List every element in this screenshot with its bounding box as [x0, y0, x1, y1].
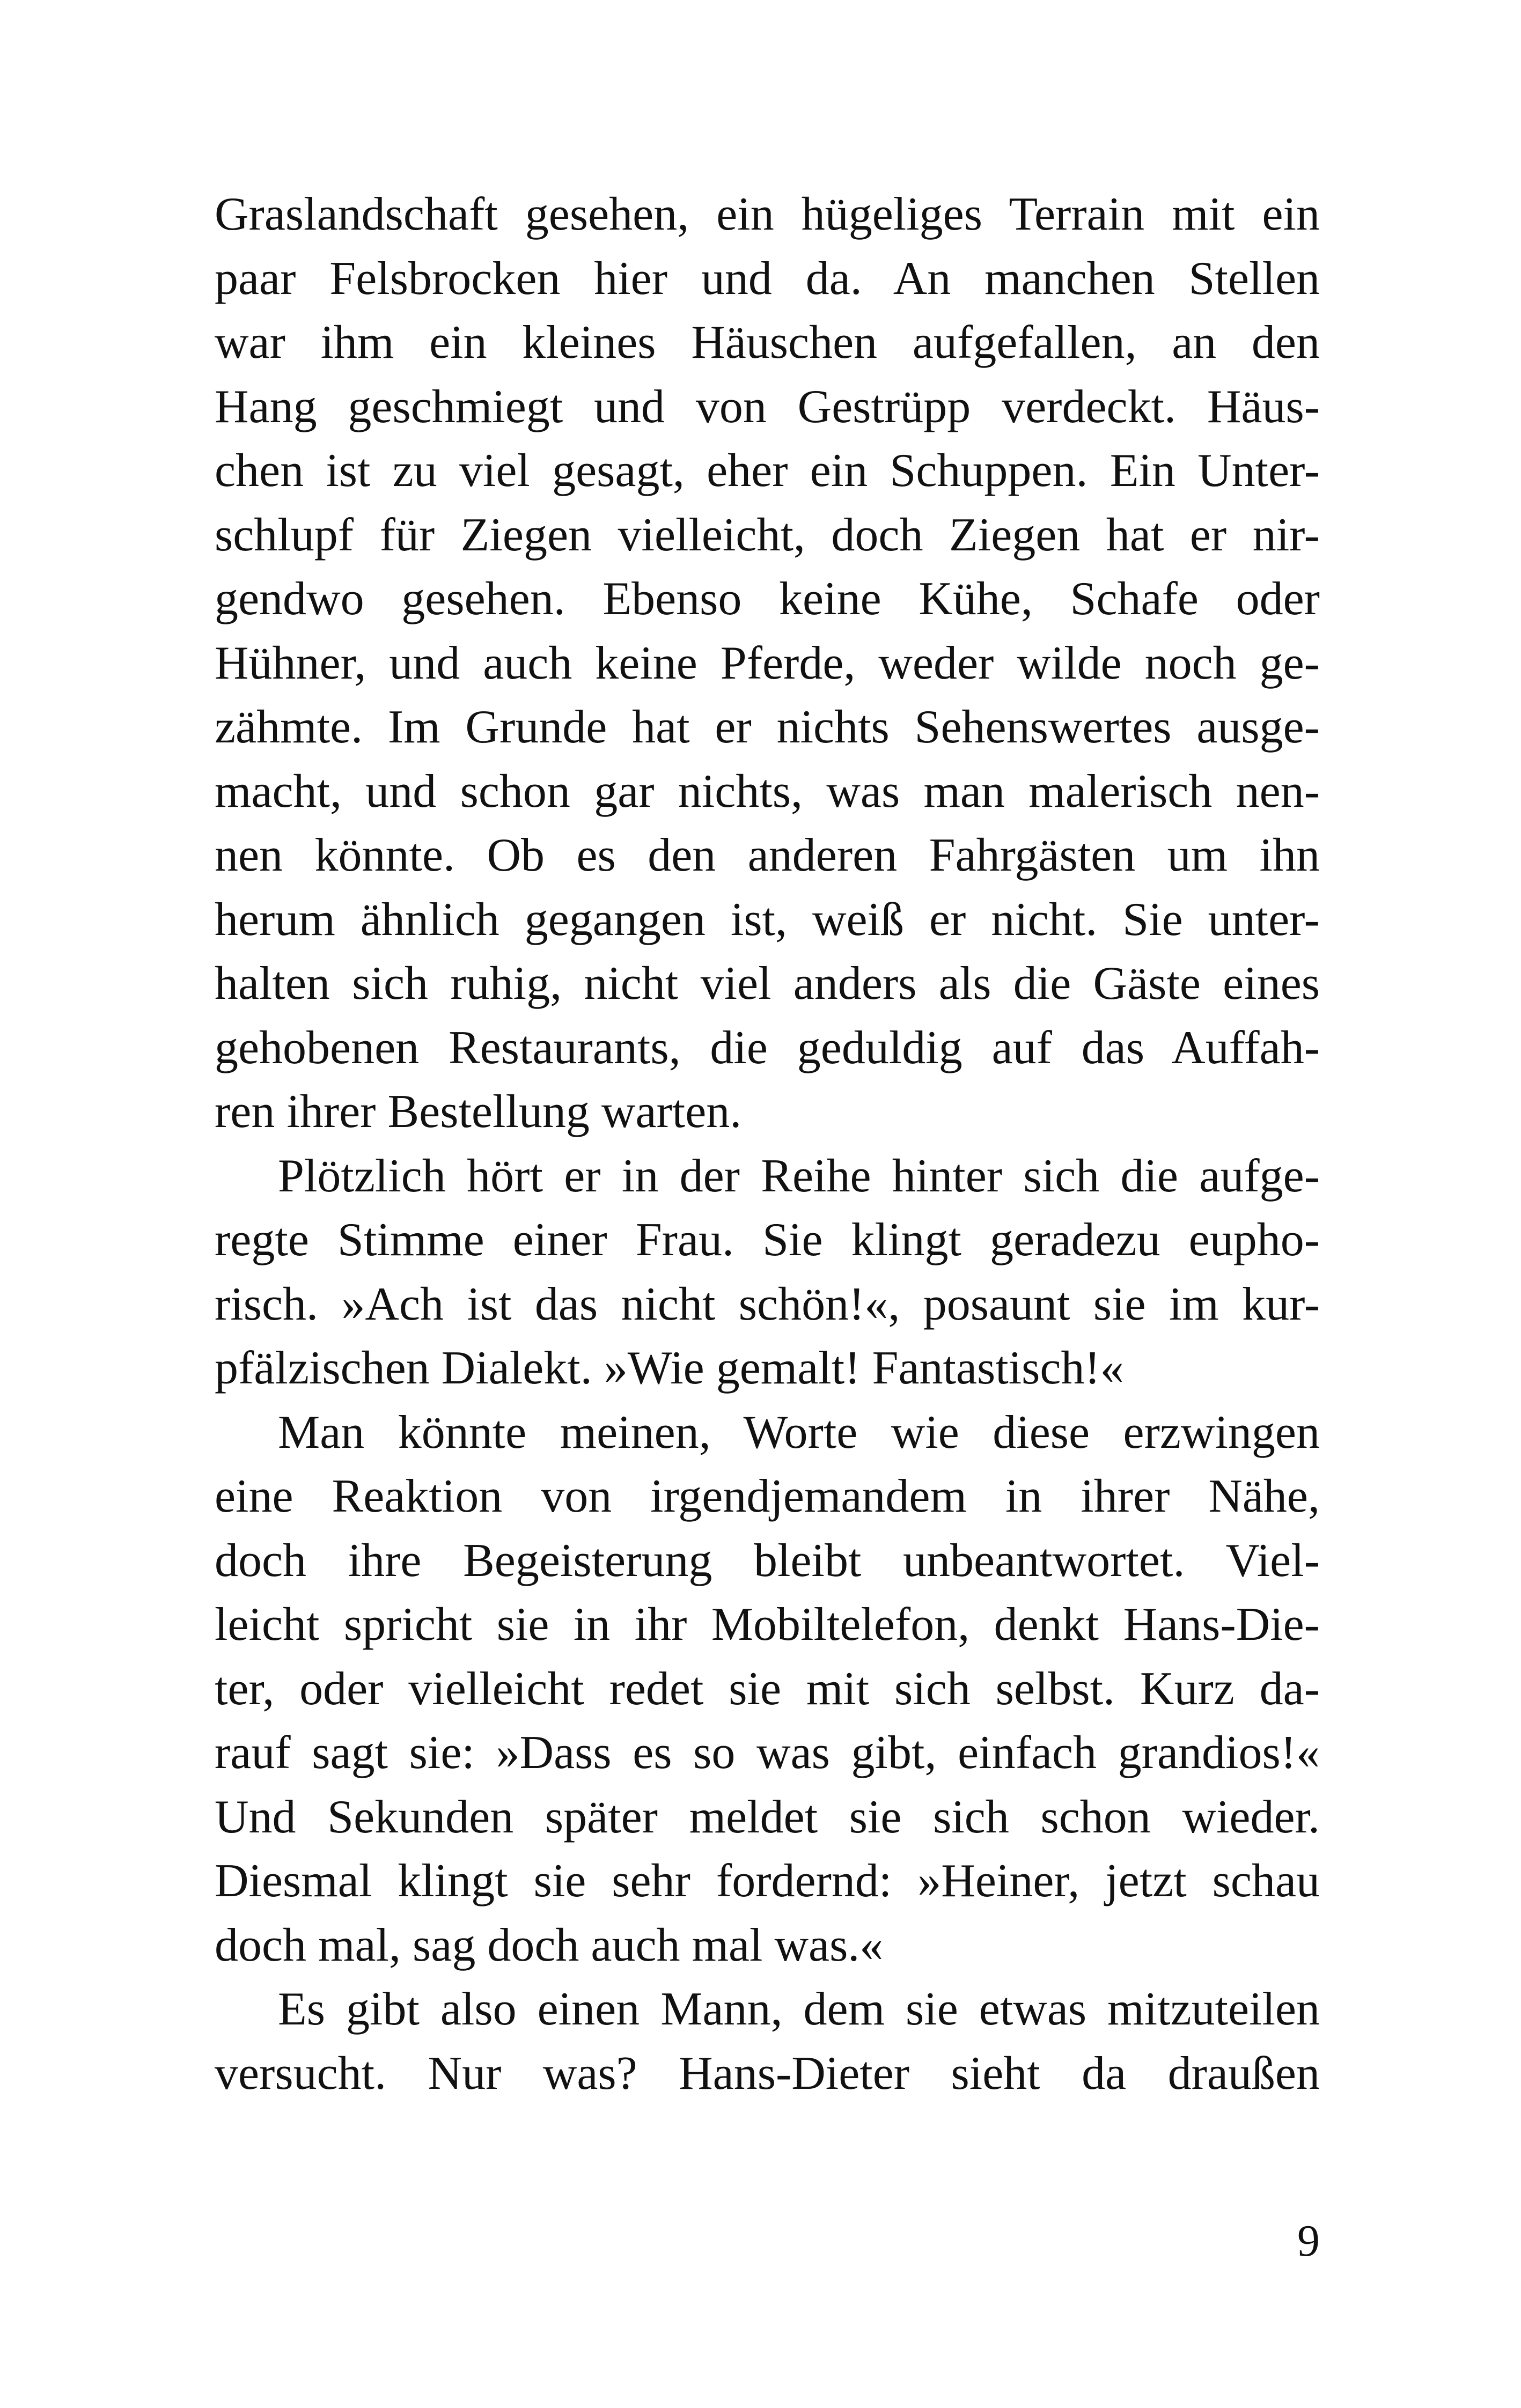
text-line: doch ihre Begeisterung bleibt unbeantwortet. Viel- — [215, 1534, 1320, 1587]
text-line: gendwo gesehen. Ebenso keine Kühe, Schafe oder — [215, 573, 1320, 625]
text-line: war ihm ein kleines Häuschen aufgefallen, an den — [215, 316, 1320, 369]
body-text — [215, 182, 1320, 2105]
text-line: Und Sekunden später meldet sie sich schon wieder. — [215, 1791, 1320, 1843]
text-line: ter, oder vielleicht redet sie mit sich selbst. Kurz da- — [215, 1662, 1320, 1715]
text-line: eine Reaktion von irgendjemandem in ihrer Nähe, — [215, 1470, 1320, 1522]
text-line: ren ihrer Bestellung warten. — [215, 1086, 742, 1138]
text-line: doch mal, sag doch auch mal was.« — [215, 1919, 884, 1971]
text-line: pfälzischen Dialekt. »Wie gemalt! Fantastisch!« — [215, 1342, 1124, 1394]
text-line: versucht. Nur was? Hans-Dieter sieht da draußen — [215, 2047, 1320, 2100]
text-line: rauf sagt sie: »Dass es so was gibt, einfach grandios!« — [215, 1727, 1320, 1779]
text-line: macht, und schon gar nichts, was man malerisch nen- — [215, 765, 1320, 818]
text-line: Hang geschmiegt und von Gestrüpp verdeckt. Häus- — [215, 380, 1320, 433]
text-line: regte Stimme einer Frau. Sie klingt geradezu eupho- — [215, 1214, 1320, 1266]
text-line: schlupf für Ziegen vielleicht, doch Ziegen hat er nir- — [215, 509, 1320, 561]
text-line: Graslandschaft gesehen, ein hügeliges Terrain mit ein — [215, 188, 1320, 240]
text-line: risch. »Ach ist das nicht schön!«, posaunt sie im kur- — [215, 1278, 1320, 1330]
text-line: Diesmal klingt sie sehr fordernd: »Heiner, jetzt schau — [215, 1855, 1320, 1907]
text-line: leicht spricht sie in ihr Mobiltelefon, denkt Hans-Die- — [215, 1599, 1320, 1651]
text-line: Es gibt also einen Mann, dem sie etwas mitzuteilen — [278, 1983, 1320, 2035]
text-line: paar Felsbrocken hier und da. An manchen Stellen — [215, 252, 1320, 305]
text-line: halten sich ruhig, nicht viel anders als die Gäste eines — [215, 958, 1320, 1010]
text-line: Hühner, und auch keine Pferde, weder wilde noch ge- — [215, 637, 1320, 689]
text-line: gehobenen Restaurants, die geduldig auf das Auffah- — [215, 1021, 1320, 1074]
text-line: chen ist zu viel gesagt, eher ein Schuppen. Ein Unter- — [215, 445, 1320, 497]
page-number: 9 — [1297, 2216, 1320, 2266]
text-line: nen könnte. Ob es den anderen Fahrgästen um ihn — [215, 829, 1320, 881]
text-line: Man könnte meinen, Worte wie diese erzwingen — [278, 1406, 1320, 1459]
text-line: herum ähnlich gegangen ist, weiß er nicht. Sie unter- — [215, 893, 1320, 946]
text-line: Plötzlich hört er in der Reihe hinter sich die aufge- — [278, 1150, 1320, 1202]
text-line: zähmte. Im Grunde hat er nichts Sehenswertes ausge- — [215, 701, 1320, 753]
